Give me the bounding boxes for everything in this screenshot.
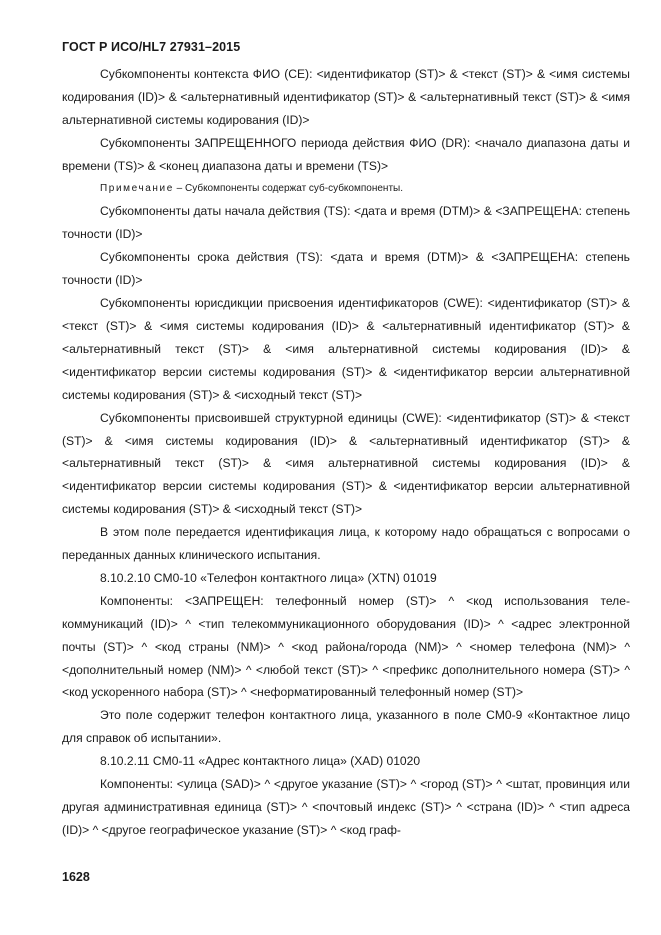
section-heading: 8.10.2.11 CM0-11 «Адрес контактного лица» (XAD) 01020 bbox=[100, 754, 421, 769]
paragraph: Это поле содержит телефон контактного лица, указанного в поле CM0-9 «Контактное лицо для справок об испытании». bbox=[62, 708, 630, 746]
document-body bbox=[62, 63, 630, 842]
paragraph: Субкомпоненты ЗАПРЕЩЕННОГО периода действия ФИО (DR): <начало диапазона даты и времени (TS)> & <конец диапазона даты и времени (TS)> bbox=[62, 135, 630, 173]
paragraph: Субкомпоненты даты начала действия (TS): <дата и время (DTM)> & <ЗАПРЕЩЕНА: степень точности (ID)> bbox=[62, 204, 630, 242]
note-text: – Субкомпоненты содержат суб-субкомпоненты. bbox=[173, 182, 403, 194]
paragraph: Компоненты: <ЗАПРЕЩЕН: телефонный номер (ST)> ^ <код использования телекоммуникаций (ID)> ^ <тип телекоммуникационного оборудования (ID)> ^ <адрес электронной почты (ST)> ^ <код страны (NM)> ^ <код района/города (NM)> ^ <номер телефона (NM)> ^ <дополнительный номер (NM)> ^ <любой текст (ST)> ^ <префикс дополнительного номера (ST)> ^ <код ускоренного набора (ST)> ^ <неформатированный телефонный номер (ST)> bbox=[62, 593, 630, 700]
note bbox=[62, 178, 630, 201]
paragraph: Субкомпоненты контекста ФИО (CE): <идентификатор (ST)> & <текст (ST)> & <имя системы кодирования (ID)> & <альтернативный идентификатор (ST)> & <альтернативный текст (ST)> & <имя альтернативной системы кодирования (ID)> bbox=[62, 67, 630, 127]
note-label: Примечание bbox=[100, 182, 174, 194]
paragraph: Компоненты: <улица (SAD)> ^ <другое указание (ST)> ^ <город (ST)> ^ <штат, провинция или другая административная единица (ST)> ^ <почтовый индекс (ST)> ^ <страна (ID)> ^ <тип адреса (ID)> ^ <другое географическое указание (ST)> ^ <код граф- bbox=[62, 777, 630, 837]
paragraph: В этом поле передается идентификация лица, к которому надо обращаться с вопросами о переданных данных клинического испытания. bbox=[62, 525, 630, 563]
paragraph: Субкомпоненты присвоившей структурной единицы (CWE): <идентификатор (ST)> & <текст (ST)> & <имя системы кодирования (ID)> & <альтернативный идентификатор (ST)> & <альтернативный текст (ST)> & <имя альтернативной системы кодирования (ID)> & <идентификатор версии системы кодирования (ST)> & <идентификатор версии альтернативной системы кодирования (ST)> & <исходный текст (ST)> bbox=[62, 410, 630, 517]
section-heading: 8.10.2.10 CM0-10 «Телефон контактного лица» (XTN) 01019 bbox=[100, 570, 437, 585]
paragraph: Субкомпоненты срока действия (TS): <дата и время (DTM)> & <ЗАПРЕЩЕНА: степень точности (ID)> bbox=[62, 250, 630, 288]
paragraph: Субкомпоненты юрисдикции присвоения идентификаторов (CWE): <идентификатор (ST)> & <текст (ST)> & <имя системы кодирования (ID)> & <альтернативный идентификатор (ST)> & <альтернативный текст (ST)> & <имя альтернативной системы кодирования (ID)> & <идентификатор версии системы кодирования (ST)> & <идентификатор версии альтернативной системы кодирования (ST)> & <исходный текст (ST)> bbox=[62, 296, 630, 402]
document-header: ГОСТ Р ИСО/HL7 27931–2015 bbox=[62, 40, 241, 54]
page-number: 1628 bbox=[62, 870, 90, 884]
